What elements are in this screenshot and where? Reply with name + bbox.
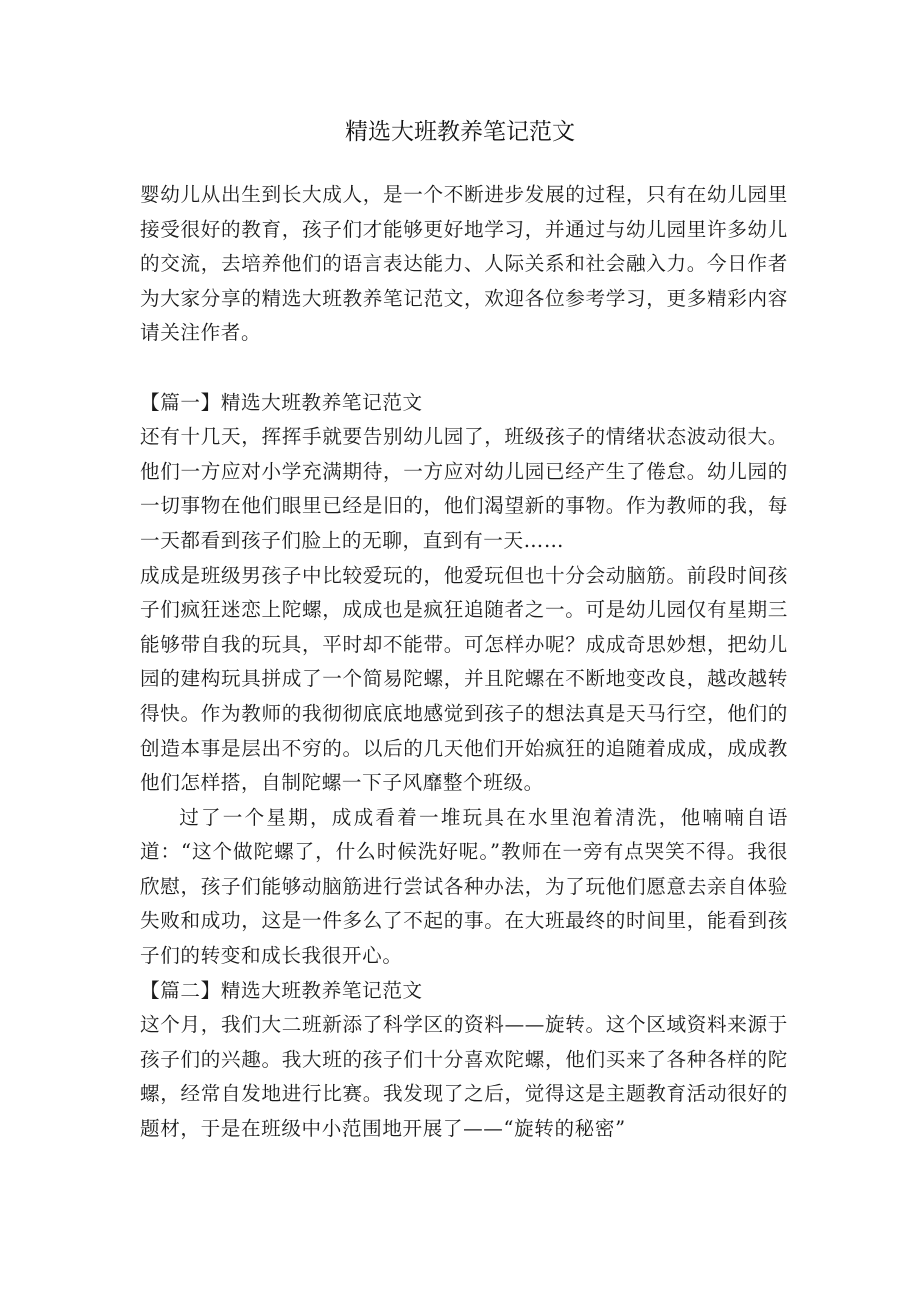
section-2-paragraph-1: 这个月，我们大二班新添了科学区的资料——旋转。这个区域资料来源于孩子们的兴趣。我大班的孩子们十分喜欢陀螺，他们买来了各种各样的陀螺，经常自发地进行比赛。我发现了之后，觉得这是主题教育活动很好的题材，于是在班级中小范围地开展了——“旋转的秘密” — [140, 1013, 788, 1141]
document-title: 精选大班教养笔记范文 — [345, 119, 575, 145]
paragraph-gap — [140, 351, 788, 386]
section-heading-1: 【篇一】精选大班教养笔记范文 — [140, 390, 423, 414]
intro-paragraph: 婴幼儿从出生到长大成人，是一个不断进步发展的过程，只有在幼儿园里接受很好的教育，孩子们才能够更好地学习，并通过与幼儿园里许多幼儿的交流，去培养他们的语言表达能力、人际关系和社会融入力。今日作者为大家分享的精选大班教养笔记范文，欢迎各位参考学习，更多精彩内容请关注作者。 — [140, 183, 788, 345]
document-body — [140, 178, 788, 1147]
section-1-paragraph-2: 成成是班级男孩子中比较爱玩的，他爱玩但也十分会动脑筋。前段时间孩子们疯狂迷恋上陀螺，成成也是疯狂追随者之一。可是幼儿园仅有星期三能够带自我的玩具，平时却不能带。可怎样办呢？成成奇思妙想，把幼儿园的建构玩具拼成了一个简易陀螺，并且陀螺在不断地变改良，越改越转得快。作为教师的我彻彻底底地感觉到孩子的想法真是天马行空，他们的创造本事是层出不穷的。以后的几天他们开始疯狂的追随着成成，成成教他们怎样搭，自制陀螺一下子风靡整个班级。 — [140, 563, 788, 795]
section-1-paragraph-3: 过了一个星期，成成看着一堆玩具在水里泡着清洗，他喃喃自语道：“这个做陀螺了，什么时候洗好呢。”教师在一旁有点哭笑不得。我很欣慰，孩子们能够动脑筋进行尝试各种办法，为了玩他们愿意去亲自体验失败和成功，这是一件多么了不起的事。在大班最终的时间里，能看到孩子们的转变和成长我很开心。 — [140, 805, 788, 968]
section-1-paragraph-1: 还有十几天，挥挥手就要告别幼儿园了，班级孩子的情绪状态波动很大。他们一方应对小学充满期待，一方应对幼儿园已经产生了倦怠。幼儿园的一切事物在他们眼里已经是旧的，他们渴望新的事物。作为教师的我，每一天都看到孩子们脸上的无聊，直到有一天…… — [140, 425, 788, 552]
section-heading-2: 【篇二】精选大班教养笔记范文 — [140, 978, 423, 1002]
